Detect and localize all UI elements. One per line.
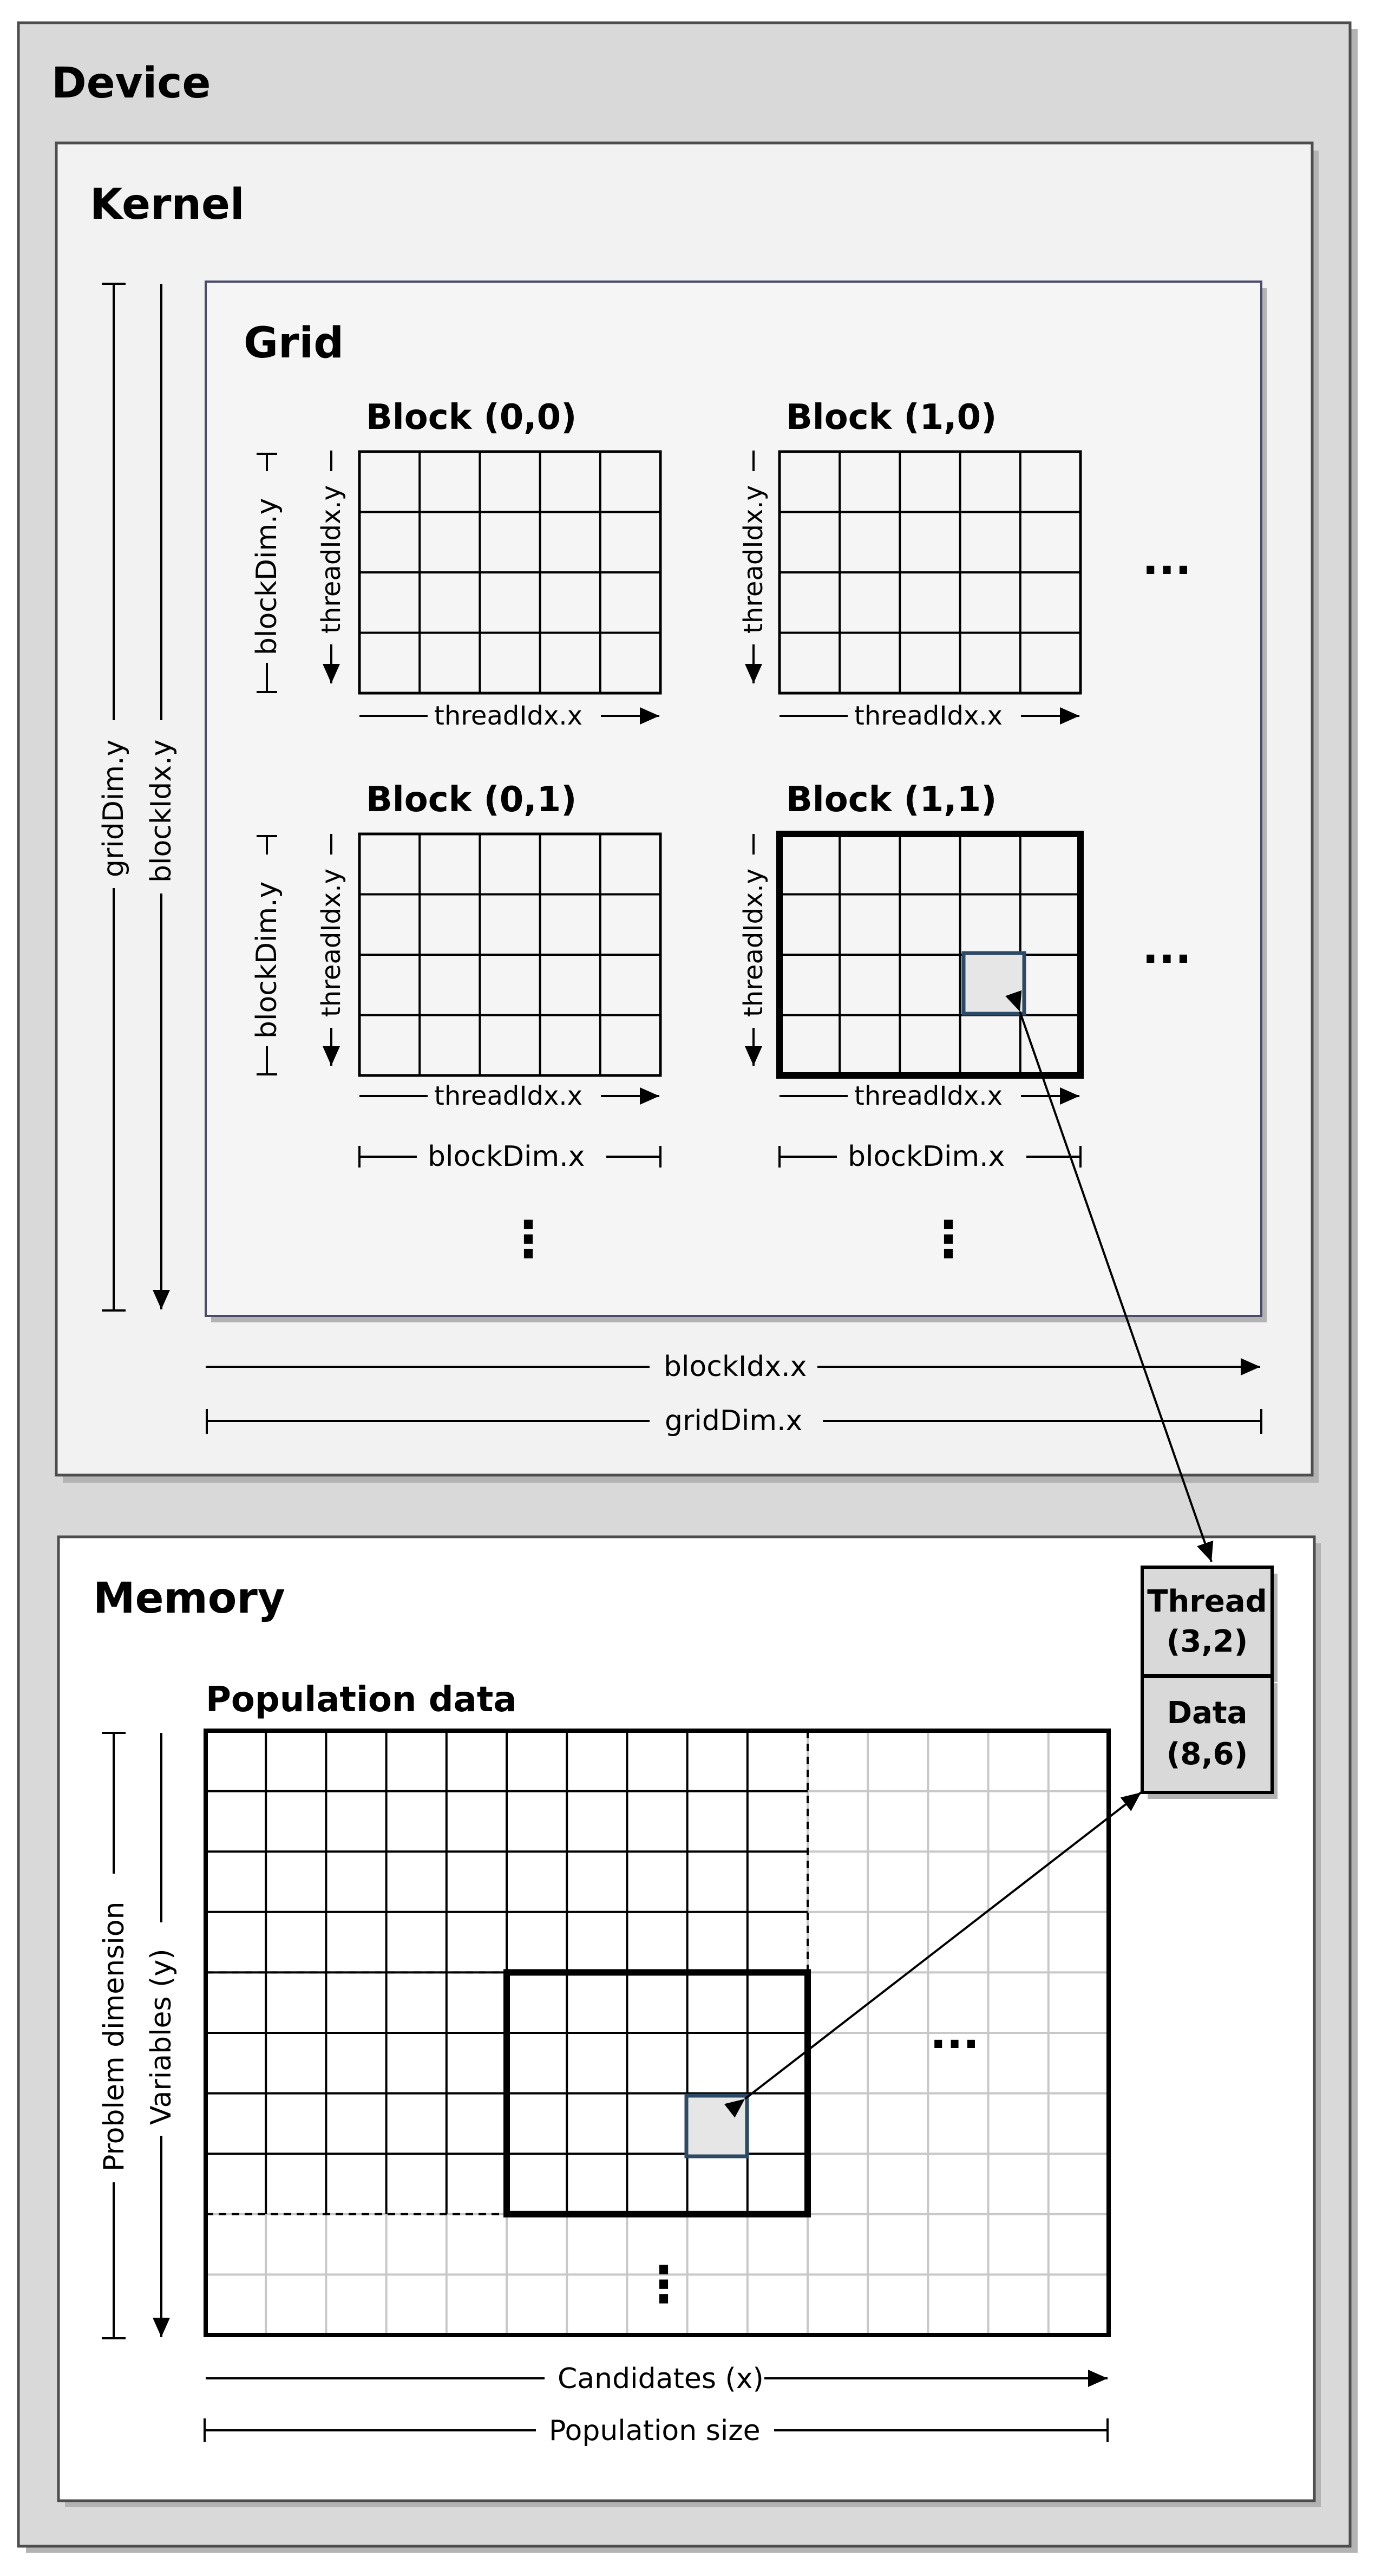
svg-text:blockDim.y: blockDim.y: [251, 498, 283, 655]
svg-text:threadIdx.x: threadIdx.x: [854, 701, 1003, 731]
svg-text:threadIdx.y: threadIdx.y: [316, 868, 346, 1017]
block-title-1-0: Block (1,0): [786, 397, 997, 438]
svg-text:Problem dimension: Problem dimension: [98, 1901, 130, 2171]
grid-bg: [206, 282, 1261, 1316]
svg-text:blockDim.y: blockDim.y: [251, 881, 283, 1039]
population-data-title: Population data: [206, 1680, 517, 1720]
svg-text:blockDim.x: blockDim.x: [848, 1140, 1005, 1173]
memory-ellipsis-v: ⋮: [639, 2255, 689, 2313]
device-title: Device: [51, 59, 211, 108]
grid-title: Grid: [244, 319, 344, 368]
grid-panel: [206, 282, 1267, 1322]
svg-text:threadIdx.y: threadIdx.y: [738, 868, 769, 1017]
data-coords: (8,6): [1166, 1737, 1248, 1772]
data-label: Data: [1167, 1695, 1248, 1731]
highlighted-data-cell: [686, 2096, 747, 2156]
block-title-0-0: Block (0,0): [366, 397, 577, 438]
svg-text:blockIdx.x: blockIdx.x: [664, 1351, 807, 1383]
grid-ellipsis-row0: ...: [1142, 534, 1192, 584]
grid-ellipsis-row1: ...: [1142, 923, 1192, 973]
highlighted-thread-cell: [964, 953, 1024, 1014]
thread-coords: (3,2): [1166, 1624, 1248, 1659]
svg-text:gridDim.x: gridDim.x: [665, 1405, 803, 1437]
svg-text:threadIdx.x: threadIdx.x: [854, 1081, 1003, 1111]
block-title-0-1: Block (0,1): [366, 780, 577, 820]
block-title-1-1: Block (1,1): [786, 780, 997, 820]
svg-text:Population size: Population size: [549, 2415, 761, 2447]
grid-ellipsis-col1: ⋮: [923, 1210, 973, 1268]
svg-text:blockIdx.y: blockIdx.y: [145, 739, 178, 883]
svg-text:Candidates (x): Candidates (x): [558, 2363, 764, 2395]
svg-text:threadIdx.y: threadIdx.y: [738, 485, 769, 634]
svg-text:gridDim.y: gridDim.y: [97, 739, 130, 877]
data-box: [1142, 1677, 1278, 1799]
svg-text:Variables (y): Variables (y): [145, 1948, 178, 2125]
memory-ellipsis-h: ...: [930, 2008, 980, 2058]
svg-text:threadIdx.x: threadIdx.x: [434, 701, 583, 731]
svg-text:threadIdx.y: threadIdx.y: [316, 485, 346, 634]
svg-text:threadIdx.x: threadIdx.x: [434, 1081, 583, 1111]
svg-text:blockDim.x: blockDim.x: [428, 1140, 585, 1173]
kernel-title: Kernel: [90, 180, 245, 229]
thread-box: [1142, 1567, 1278, 1682]
memory-panel: [58, 1537, 1321, 2507]
memory-title: Memory: [93, 1574, 285, 1623]
grid-ellipsis-col0: ⋮: [503, 1210, 553, 1268]
thread-label: Thread: [1147, 1584, 1267, 1619]
